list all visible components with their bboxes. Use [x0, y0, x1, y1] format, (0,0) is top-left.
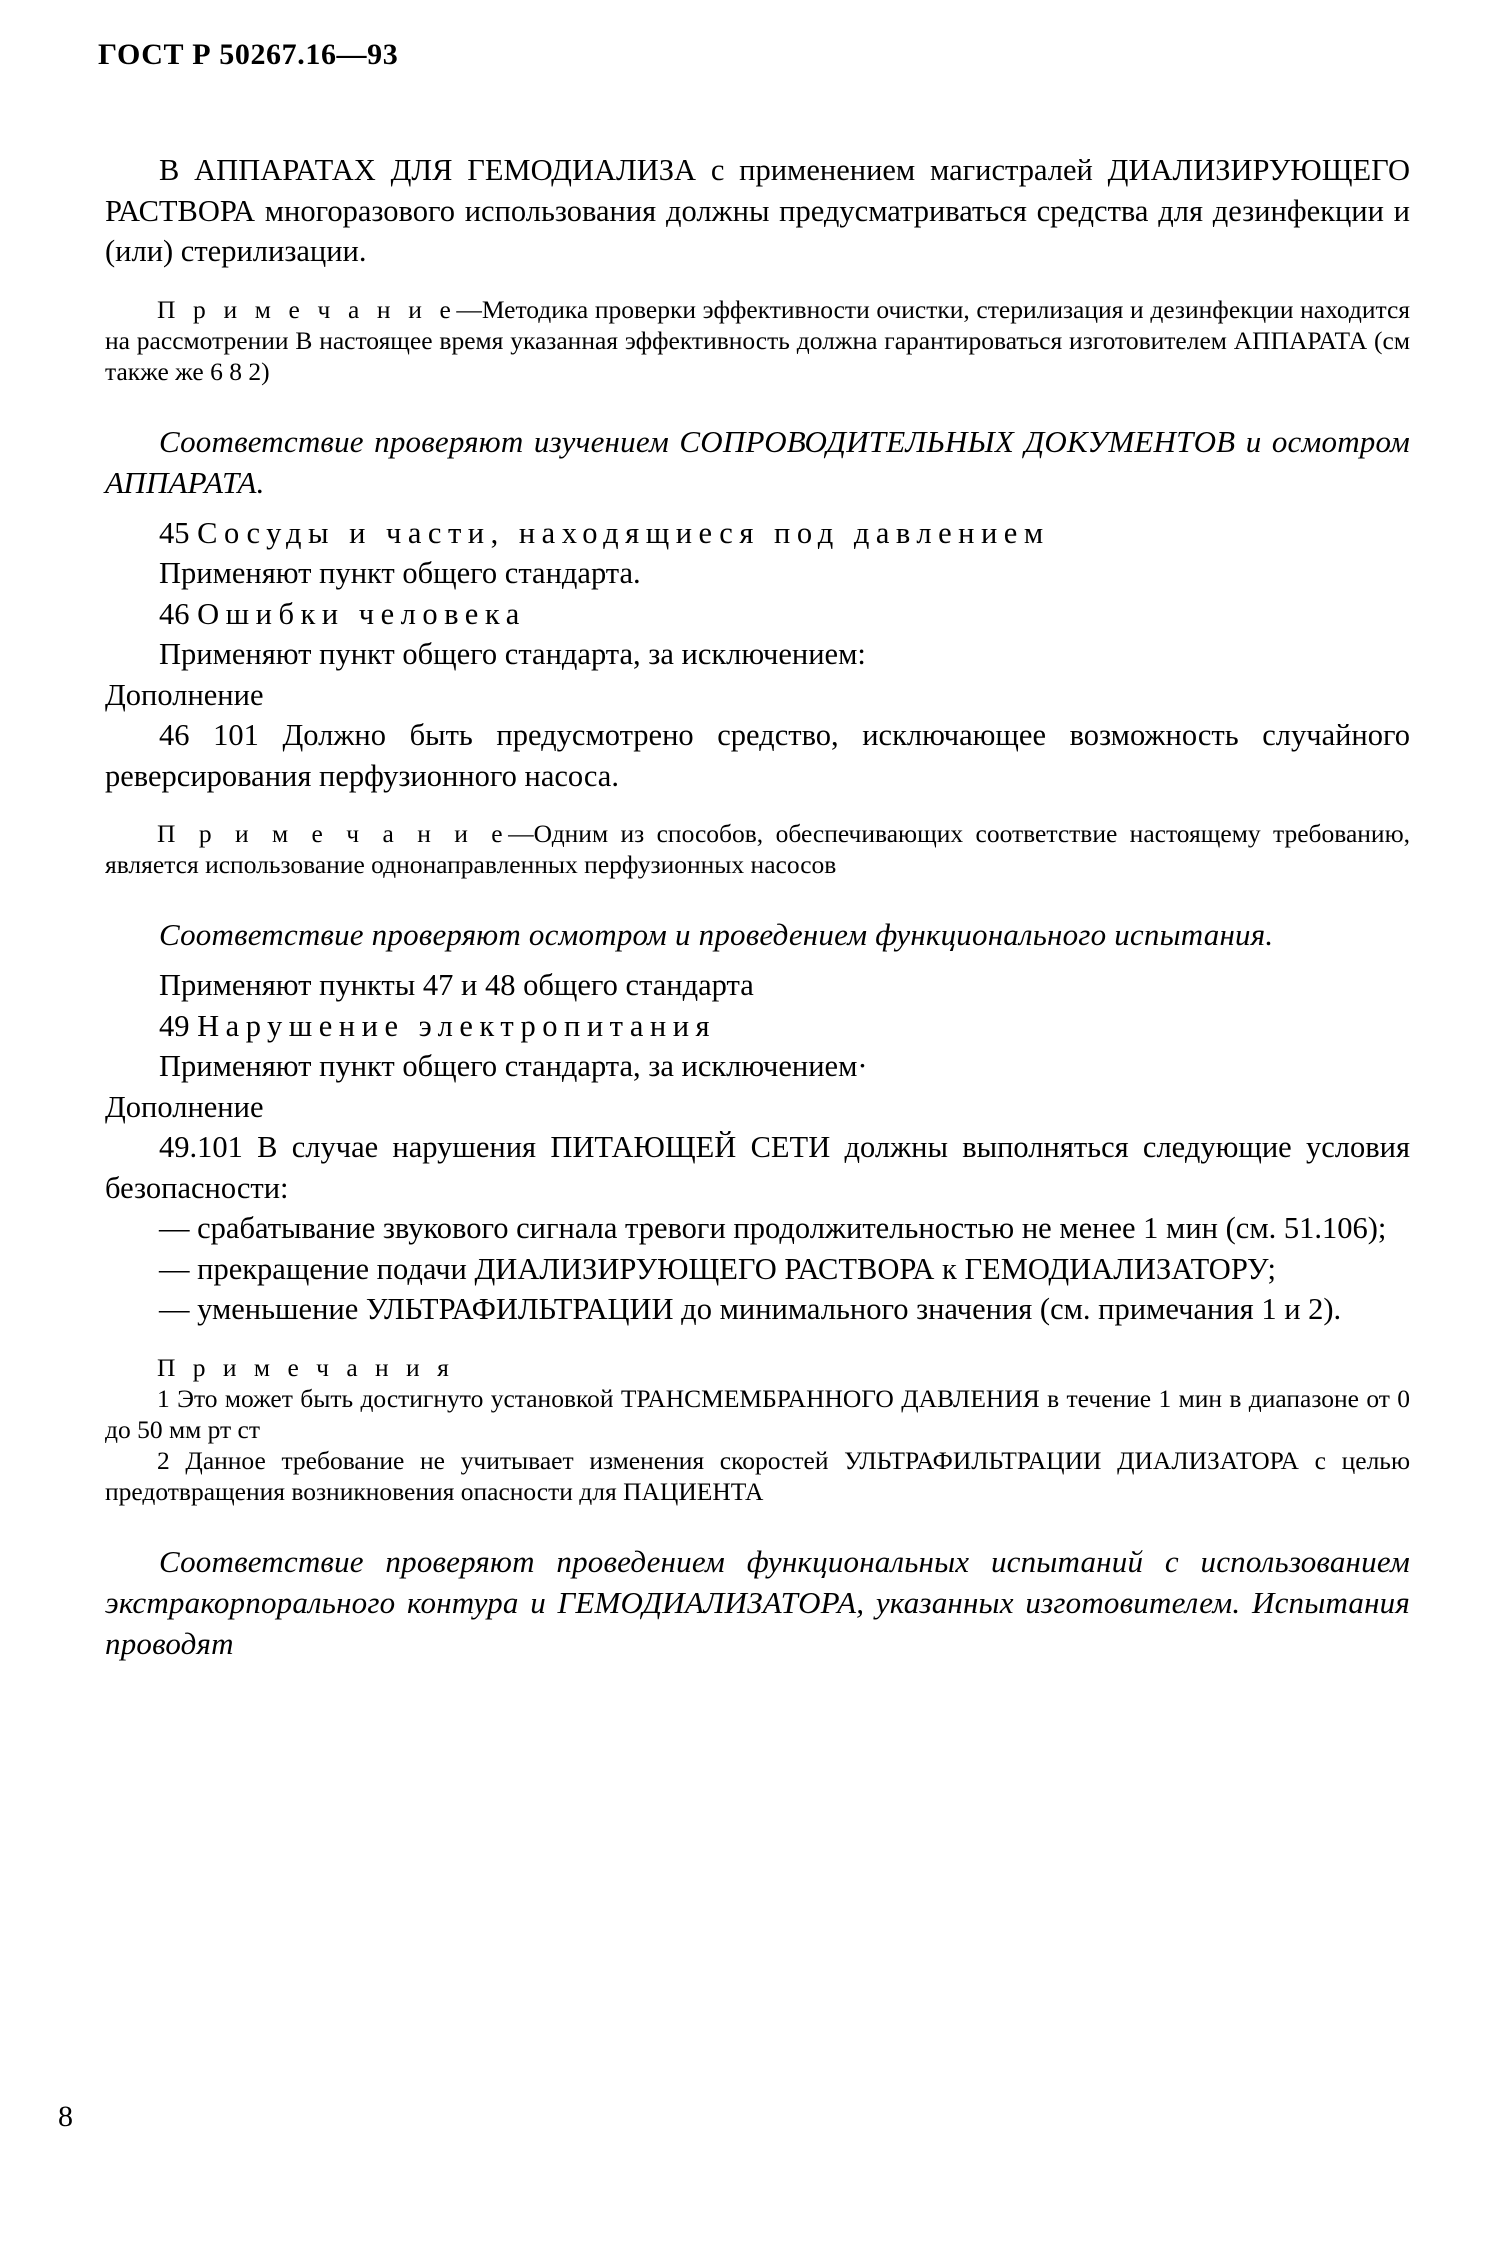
clause-49-heading [105, 1006, 1410, 1047]
note-2-text: Одним из способов, обеспечивающих соответствие настоящему требованию, является использование однонаправленных перфузионных насосов [105, 819, 1410, 879]
clause-46-body: Применяют пункт общего стандарта, за исключением: [159, 637, 866, 671]
clause-49-title: Нарушение электропитания [197, 1008, 717, 1043]
note-1-text: Методика проверки эффективности очистки, стерилизация и дезинфекции находится на рассмотрении В настоящее время указанная эффективность должна гарантироваться изготовителем АППАРАТА (см также же 6 8 2) [105, 294, 1410, 386]
bullet-item-3: — уменьшение УЛЬТРАФИЛЬТРАЦИИ до минимального значения (см. примечания 1 и 2). [159, 1292, 1342, 1326]
note-2-label: П р и м е ч а н и е [157, 819, 509, 848]
bullet-item-1: — срабатывание звукового сигнала тревоги продолжительностью не менее 1 мин (см. 51.106); [159, 1211, 1387, 1245]
note-1-dash: — [456, 294, 482, 324]
clause-46-title: Ошибки человека [197, 596, 526, 631]
clause-49-number: 49 [159, 1008, 190, 1043]
clause-49-101: 49.101 В случае нарушения ПИТАЮЩЕЙ СЕТИ должны выполняться следующие условия безопасности: [105, 1130, 1410, 1205]
intro-paragraph: В АППАРАТАХ ДЛЯ ГЕМОДИАЛИЗА с применением магистралей ДИАЛИЗИРУЮЩЕГО РАСТВОРА многоразового использования должны предусматриваться средства для дезинфекции и (или) стерилизации. [105, 153, 1410, 268]
page-number: 8 [58, 2100, 73, 2133]
notes-block-label-text: П р и м е ч а н и я [157, 1352, 455, 1382]
clause-45-body: Применяют пункт общего стандарта. [159, 556, 641, 590]
note-2 [105, 818, 1410, 880]
bullet-item-2: — прекращение подачи ДИАЛИЗИРУЮЩЕГО РАСТВОРА к ГЕМОДИАЛИЗАТОРУ; [159, 1251, 1276, 1286]
clause-46-101: 46 101 Должно быть предусмотрено средство, исключающее возможность случайного реверсирования перфузионного насоса. [105, 718, 1410, 793]
clause-46-number: 46 [159, 596, 190, 631]
notes-block-item-1: 1 Это может быть достигнуто установкой ТРАНСМЕМБРАННОГО ДАВЛЕНИЯ в течение 1 мин в диапазоне от 0 до 50 мм рт ст [105, 1383, 1410, 1444]
document-body [105, 150, 1410, 1664]
clause-49-body: Применяют пункт общего стандарта, за исключением· [159, 1049, 868, 1083]
note-2-dash: — [508, 819, 534, 848]
clause-45-title: Сосуды и части, находящиеся под давлением [197, 515, 1050, 550]
compliance-statement-3: Соответствие проверяют проведением функциональных испытаний с использованием экстракорпорального контура и ГЕМОДИАЛИЗАТОРА, указанных изготовителем. Испытания проводят [105, 1543, 1410, 1661]
note-1-label: П р и м е ч а н и е [157, 294, 457, 324]
notes-block-label [105, 1352, 1410, 1383]
clause-46-heading [105, 594, 1410, 635]
note-1 [105, 294, 1410, 387]
standard-header: ГОСТ Р 50267.16—93 [98, 38, 399, 71]
clause-45-number: 45 [159, 515, 190, 550]
clause-49-addition-label: Дополнение [105, 1089, 264, 1124]
clause-47-48-body: Применяют пункты 47 и 48 общего стандарта [159, 968, 754, 1002]
clause-45-heading [105, 513, 1410, 554]
compliance-statement-1: Соответствие проверяют изучением СОПРОВОДИТЕЛЬНЫХ ДОКУМЕНТОВ и осмотром АППАРАТА. [105, 423, 1410, 500]
notes-block-item-2: 2 Данное требование не учитывает изменения скоростей УЛЬТРАФИЛЬТРАЦИИ ДИАЛИЗАТОРА с целью предотвращения возникновения опасности для ПАЦИЕНТА [105, 1445, 1410, 1506]
compliance-statement-2: Соответствие проверяют осмотром и проведением функционального испытания. [159, 917, 1274, 952]
clause-46-addition-label: Дополнение [105, 677, 264, 712]
